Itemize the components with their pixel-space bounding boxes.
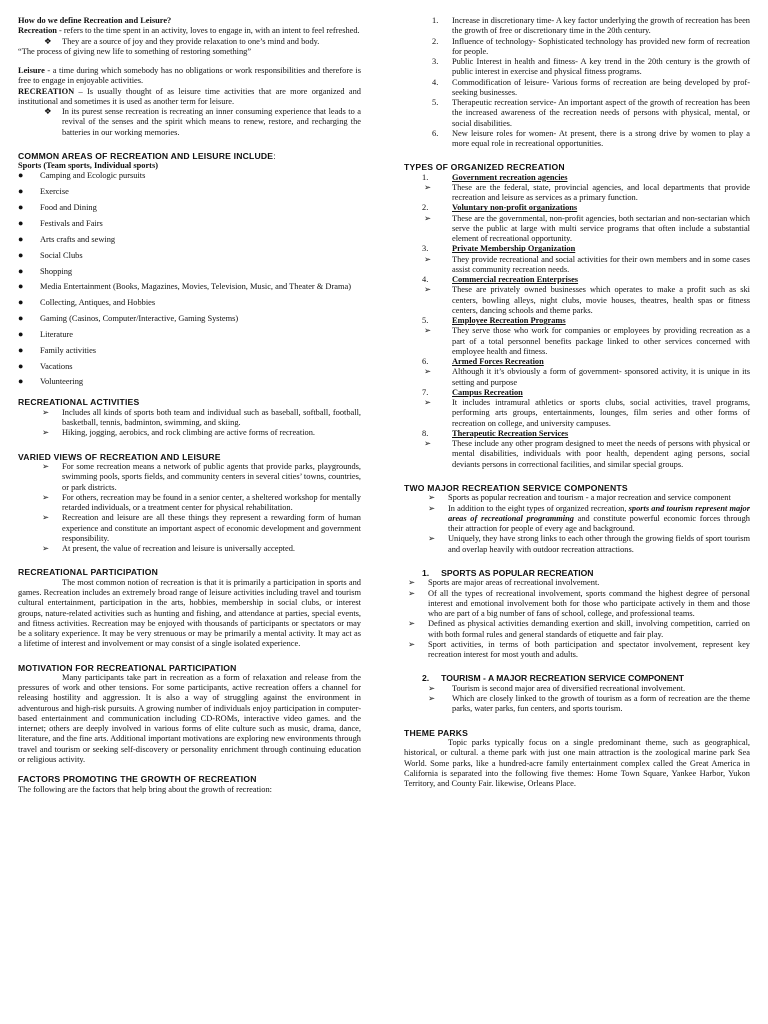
varied-views-list [18,462,361,554]
dot-bullet-icon: ● [18,360,24,371]
arrow-bullet-icon: ➢ [408,639,416,649]
list-item: ● Media Entertainment (Books, Magazines, Movies, Television, Music, and Theater & Drama) [18,281,351,292]
list-item: ● Shopping [18,265,73,276]
define-heading: How do we define Recreation and Leisure? [18,16,172,25]
arrow-bullet-icon: ➢ [42,428,50,438]
leisure-term: Leisure [18,66,45,75]
item-number: 3. [432,57,439,66]
dot-bullet-icon: ● [18,328,24,339]
common-areas-subheading: Sports (Team sports, Individual sports) [18,161,158,171]
list-item: ➢ Sport activities, in terms of both participation and spectator involvement, represent key recreation interest for most youth and adults. [408,639,750,660]
list-item: ● Gaming (Casinos, Computer/Interactive, Gaming Systems) [18,313,239,324]
type-description: ➢ They serve those who work for companies or employees by providing recreation as a part of a total personnel benefits package linked to other services concerned with employee health and fitness. [424,326,750,356]
arrow-bullet-icon: ➢ [424,182,432,192]
recreation-caps-term: RECREATION [18,86,75,96]
type-description: ➢ Although it it’s obviously a form of government- sponsored activity, it is unique in its setting and purpose [424,367,750,387]
type-title: 7. Campus Recreation [422,387,523,397]
list-item: ➢ For others, recreation may be found in a senior center, a sheltered workshop for mentally retarded individuals, or a treatment center for physical rehabilitation. [42,492,361,513]
list-item: ➢ Sports as popular recreation and tourism - a major recreation and service component [428,493,731,503]
dot-bullet-icon: ● [18,344,24,355]
type-description: ➢ They provide recreational and social activities for their own members and in some cases assist community recreation needs. [424,254,750,274]
type-description: ➢ These are privately owned businesses which operates to make a profit such as ski centers, bowling alleys, night clubs, movie houses, theatres, health spas or fitness centers, dancing schools and theme parks. [424,285,750,315]
arrow-bullet-icon: ➢ [428,503,436,513]
arrow-bullet-icon: ➢ [408,578,416,588]
types-heading: TYPES OF ORGANIZED RECREATION [404,162,565,173]
list-item: ● Festivals and Fairs [18,218,103,229]
recreation-definition [18,26,361,36]
arrow-bullet-icon: ➢ [42,544,50,554]
list-item: ● Arts crafts and sewing [18,233,116,244]
leisure-definition: Leisure - a time during which somebody has no obligations or work responsibilities and therefore is free to engage in enjoyable activities. [18,66,361,86]
components-list [404,493,750,555]
dot-bullet-icon: ● [18,297,24,308]
arrow-bullet-icon: ➢ [428,683,436,693]
list-item: ● Collecting, Antiques, and Hobbies [18,297,156,308]
list-item: ➢ At present, the value of recreation and leisure is universally accepted. [42,544,296,554]
list-item: ❖ They are a source of joy and they provide relaxation to one’s mind and body. [44,36,320,46]
list-item: 5. Therapeutic recreation service- An important aspect of the growth of recreation has been the increased awareness of the recreation needs of persons with physical, mental, or social disabilities. [432,98,750,128]
type-title: 2. Voluntary non-profit organizations [422,203,578,213]
quote-text: “The process of giving new life to something of restoring something” [18,46,252,56]
item-number: 1. [432,16,439,25]
common-areas-list [18,171,361,387]
type-description: ➢ These are the governmental, non-profit agencies, both sectarian and non-sectarian which serve the public at large with multi service programs that often include a substantial element of recreational opportunity. [424,213,750,244]
item-number: 1. [422,172,429,182]
diamond-bullet-icon: ❖ [44,36,52,46]
item-number: 6. [432,128,439,138]
type-title: 3. Private Membership Organization [422,244,576,254]
recreational-participation-text: The most common notion of recreation is that it is primarily a participation in sports and games. Recreation includes an extremely broad range of leisure activities including travel and tourism cultural entertainment, participation in the arts, hobbies, membership in social clubs, or interest groups, nature-related activities such as hunting and fishing, and attendance at parties, special events, and fitness activities. Recreation may be enjoyed with thousands of participants or spectators or may be a solitary experience. It may be very strenuous or may be primarily a mental activity. It may act as a lifetime of interest and involvement or may consist of a single isolated experience. [18,577,361,649]
recreation-definition-bullets [18,37,361,47]
type-title: 5. Employee Recreation Programs [422,316,566,326]
list-item: ● Camping and Ecologic pursuits [18,170,146,181]
list-item: 1. Increase in discretionary time- A key factor underlying the growth of recreation has been the growth of free or discretionary time in the 20th century. [432,16,750,36]
list-item: ➢ Recreation and leisure are all these things they represent a rewarding form of human experience and constitute an important aspect of economic development and government responsibility. [42,513,361,543]
type-title: 1. Government recreation agencies [422,172,568,182]
dot-bullet-icon: ● [18,313,24,324]
list-item: ➢ Of all the types of recreational involvement, sports command the highest degree of personal interest and emotional involvement both for those who participate actively in them and those who are part of a big number of fans of school, college, and professional teams. [408,588,750,619]
arrow-bullet-icon: ➢ [424,439,432,449]
recreation-organized-bullets [18,107,361,138]
components-heading: TWO MAJOR RECREATION SERVICE COMPONENTS [404,482,628,493]
dot-bullet-icon: ● [18,202,24,213]
item-number: 3. [422,244,429,254]
list-item: 4. Commodification of leisure- Various forms of recreation are being developed by prof-seeking businesses. [432,77,750,97]
arrow-bullet-icon: ➢ [42,462,50,472]
dot-bullet-icon: ● [18,218,24,229]
theme-parks-heading: THEME PARKS [404,727,469,738]
arrow-bullet-icon: ➢ [424,398,432,408]
list-item: ➢ Uniquely, they have strong links to each other through the growing fields of sport tourism and overlap heavily with outdoor recreation attractions. [428,534,750,554]
arrow-bullet-icon: ➢ [428,493,436,503]
arrow-bullet-icon: ➢ [424,285,432,295]
list-item: ➢ Tourism is second major area of diversified recreational involvement. [428,683,686,693]
item-number: 2. [432,36,439,46]
list-item: ➢ Sports are major areas of recreational involvement. [408,578,600,588]
motivation-heading: MOTIVATION FOR RECREATIONAL PARTICIPATION [18,662,237,673]
left-column [18,16,361,795]
list-item: ➢ For some recreation means a network of public agents that provide parks, playgrounds, swimming pools, sports fields, and community centers in several cities’ towns, countries, or park districts. [42,462,361,492]
list-item: ➢ Defined as physical activities demanding exertion and skill, involving competition, carried on with both formal rules and general standards of etiquette and fair play. [408,619,750,639]
sports-heading: 1. SPORTS AS POPULAR RECREATION [422,567,594,578]
common-areas-heading: COMMON AREAS OF RECREATION AND LEISURE INCLUDE: [18,150,276,161]
right-column [404,16,750,789]
item-number: 8. [422,428,429,438]
recreation-definition-text: - refers to the time spent in an activity, loves to engage in, with an intent to feel refreshed. [56,26,360,36]
list-item: 3. Public Interest in health and fitness- A key trend in the 20th century is the growth of public interest in exercise and physical fitness programs. [432,57,750,77]
recreation-organized-definition: RECREATION – Is usually thought of as leisure time activities that are more organized and institutional and sometimes it is used as another term for leisure. [18,86,361,106]
theme-parks-text: Topic parks typically focus on a single predominant theme, such as geographical, historical, or cultural. a theme park with just one main attraction is the zoological marine park Sea World. Some parks, like a hundred-acre family entertainment complex called the Great America in California is separated into the following five themes: Home Town Square, Yankee Harbor, Yukon Territory, and County Fair. likewise, Orleans Place. [404,738,750,789]
list-item: 6. New leisure roles for women- At present, there is a strong drive by women to play a more equal role in recreational opportunities. [432,128,750,148]
recreational-activities-list [18,408,361,439]
dot-bullet-icon: ● [18,249,24,260]
arrow-bullet-icon: ➢ [42,492,50,502]
diamond-bullet-icon: ❖ [44,107,52,116]
list-item: ➢ Which are closely linked to the growth of tourism as a form of recreation are the theme parks, water parks, fun centers, and sports tourism. [428,694,750,714]
tourism-list [404,684,750,715]
factors-intro: The following are the factors that help bring about the growth of recreation: [18,784,272,794]
list-item: ● Food and Dining [18,202,97,213]
arrow-bullet-icon: ➢ [424,254,432,264]
list-item: ● Literature [18,328,74,339]
type-description: ➢ It includes intramural athletics or sports clubs, social activities, travel programs, performing arts groups, entertainments, lounges, film series and other forms of recreation on college, and university campuses. [424,398,750,428]
item-number: 2. [422,203,429,213]
type-title: 6. Armed Forces Recreation [422,357,544,367]
arrow-bullet-icon: ➢ [424,213,432,223]
item-number: 5. [422,316,429,326]
item-number: 4. [422,275,429,285]
motivation-text: Many participants take part in recreation as a form of relaxation and release from the pressures of work and other tensions. For some participants, active recreation offers a channel for releasing hostility and aggression. It is also a way of struggling against the environment in adventurous and high-risk pursuits. A growing number of individuals enjoy participation in computer-based entertainment and communication including CD-ROMs, interactive video games. and the internet; others are deeply involved in various forms of elite culture such as music, drama, dance, literature, and the fine arts. Additional important motivations are exploring new environments through travel and tourism or seeking self-discovery or personality enrichment through continuing education or religious activity. [18,672,361,764]
list-item: 2. Influence of technology- Sophisticated technology has provided new form of recreation for people. [432,36,750,56]
dot-bullet-icon: ● [18,233,24,244]
list-item: ● Social Clubs [18,249,83,260]
list-item: ➢ Includes all kinds of sports both team and individual such as baseball, softball, football, basketball, tennis, badminton, swimming, and skiing. [42,407,361,428]
list-item: ● Vacations [18,360,73,371]
item-number: 4. [432,77,439,87]
arrow-bullet-icon: ➢ [42,407,50,417]
dot-bullet-icon: ● [18,281,24,292]
dot-bullet-icon: ● [18,186,24,197]
factors-list [404,16,750,149]
list-item: ❖ In its purest sense recreation is recreating an inner consuming experience that leads to a revival of the senses and the spirit which means to renew, restore, and recharging the batteries in our working memories. [44,107,361,137]
list-item: ● Exercise [18,186,69,197]
arrow-bullet-icon: ➢ [428,694,436,704]
varied-views-heading: VARIED VIEWS OF RECREATION AND LEISURE [18,451,221,462]
arrow-bullet-icon: ➢ [428,534,436,544]
item-number: 5. [432,98,439,107]
arrow-bullet-icon: ➢ [408,588,416,598]
arrow-bullet-icon: ➢ [42,513,50,523]
type-title: 8. Therapeutic Recreation Services [422,428,569,438]
type-title: 4. Commercial recreation Enterprises [422,275,579,285]
recreational-activities-heading: RECREATIONAL ACTIVITIES [18,397,140,408]
arrow-bullet-icon: ➢ [408,619,416,629]
types-list [404,173,750,470]
dot-bullet-icon: ● [18,170,24,181]
factors-heading: FACTORS PROMOTING THE GROWTH OF RECREATION [18,774,257,785]
item-number: 6. [422,357,429,367]
sports-list [404,578,750,660]
dot-bullet-icon: ● [18,265,24,276]
list-item: ● Family activities [18,344,97,355]
item-number: 7. [422,387,429,397]
recreation-term: Recreation [18,26,57,36]
tourism-heading: 2. TOURISM - A MAJOR RECREATION SERVICE COMPONENT [422,673,685,684]
list-item: ● Volunteering [18,376,84,387]
type-description: ➢ These include any other program designed to meet the needs of persons with physical or mental disabilities, individuals with poor health, dependent aging persons, social deviants persons in correctional facilities, and similar special groups. [424,439,750,469]
dot-bullet-icon: ● [18,376,24,387]
arrow-bullet-icon: ➢ [424,326,432,336]
list-item: ➢ Hiking, jogging, aerobics, and rock climbing are active forms of recreation. [42,428,316,438]
list-item: ➢ In addition to the eight types of organized recreation, sports and tourism represent major areas of recreational programming and constitute powerful economic forces through their attraction for people of every age and background. [428,503,750,534]
arrow-bullet-icon: ➢ [424,367,432,377]
recreational-participation-heading: RECREATIONAL PARTICIPATION [18,567,158,578]
type-description: ➢ These are the federal, state, provincial agencies, and local departments that provide recreation and leisure as services as a primary function. [424,182,750,203]
